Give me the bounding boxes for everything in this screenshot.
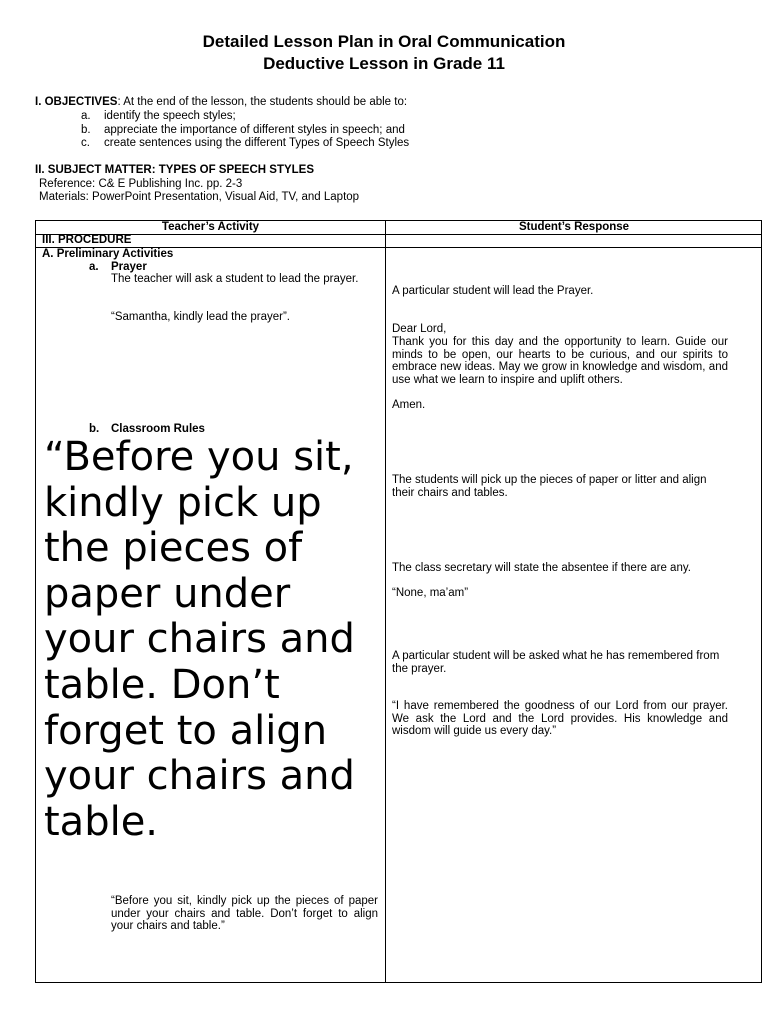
prayer-teacher-quote: “Samantha, kindly lead the prayer”. <box>111 311 290 323</box>
objective-b <box>81 124 91 137</box>
rules-big-quote: “Before you sit, kindly pick up the pieces of paper under your chairs and table. Don’t forget to align your chairs and table. <box>44 434 355 845</box>
teacher-column-header: Teacher’s Activity <box>161 221 260 233</box>
student-lead-prayer: A particular student will lead the Prayer. <box>392 285 594 297</box>
student-prayer-open: Dear Lord, <box>392 323 447 335</box>
student-prayer-close: Amen. <box>392 399 426 411</box>
rules-small-quote: “Before you sit, kindly pick up the pieces of paper under your chairs and table. Don’t forget to align your chairs and table.” <box>111 895 378 933</box>
objectives-label: I. OBJECTIVES <box>35 96 118 108</box>
procedure-label: III. PROCEDURE <box>42 234 132 246</box>
objective-b-text: appreciate the importance of different styles in speech; and <box>104 124 405 136</box>
objectives-intro: : At the end of the lesson, the students should be able to: <box>117 96 408 108</box>
objective-marker: b. <box>81 124 91 136</box>
objective-a-text: identify the speech styles; <box>104 110 236 122</box>
doc-title-line1: Detailed Lesson Plan in Oral Communication <box>202 32 566 51</box>
student-pick-up: The students will pick up the pieces of paper or litter and align their chairs and tables. <box>392 474 707 499</box>
lesson-table <box>35 220 762 983</box>
student-remembered-answer: “I have remembered the goodness of our Lord from our prayer. We ask the Lord and the Lord provides. His knowledge and wisdom will guide us every day.” <box>392 700 728 738</box>
student-remembered-question: A particular student will be asked what he has remembered from the prayer. <box>392 650 720 675</box>
rules-marker: b. <box>89 423 100 435</box>
objective-c <box>81 137 90 150</box>
prayer-marker: a. <box>89 261 99 273</box>
student-none: “None, ma’am” <box>392 587 469 599</box>
student-prayer-body: Thank you for this day and the opportunity to learn. Guide our minds to be open, our hearts to be curious, and our spirits to embrace new ideas. May we grow in knowledge and wisdom, and use what we learn to inspire and uplift others. <box>392 336 728 386</box>
preliminary-label: A. Preliminary Activities <box>42 248 174 260</box>
student-column-header: Student’s Response <box>518 221 630 233</box>
objective-a <box>81 110 91 123</box>
prayer-label: Prayer <box>111 261 147 273</box>
subject-matter-heading: II. SUBJECT MATTER: TYPES OF SPEECH STYLES <box>35 164 315 176</box>
objective-c-text: create sentences using the different Types of Speech Styles <box>104 137 410 149</box>
prayer-teacher-text: The teacher will ask a student to lead the prayer. <box>111 273 359 285</box>
objective-marker: a. <box>81 110 91 122</box>
reference-line: Reference: C& E Publishing Inc. pp. 2-3 <box>39 178 243 190</box>
materials-line: Materials: PowerPoint Presentation, Visual Aid, TV, and Laptop <box>39 191 360 203</box>
rules-label: Classroom Rules <box>111 423 205 435</box>
doc-title-line2: Deductive Lesson in Grade 11 <box>263 54 505 73</box>
objectives-heading <box>35 96 407 109</box>
objective-marker: c. <box>81 137 90 149</box>
column-divider <box>385 221 386 982</box>
student-secretary: The class secretary will state the absentee if there are any. <box>392 562 691 574</box>
row-divider <box>36 234 761 235</box>
